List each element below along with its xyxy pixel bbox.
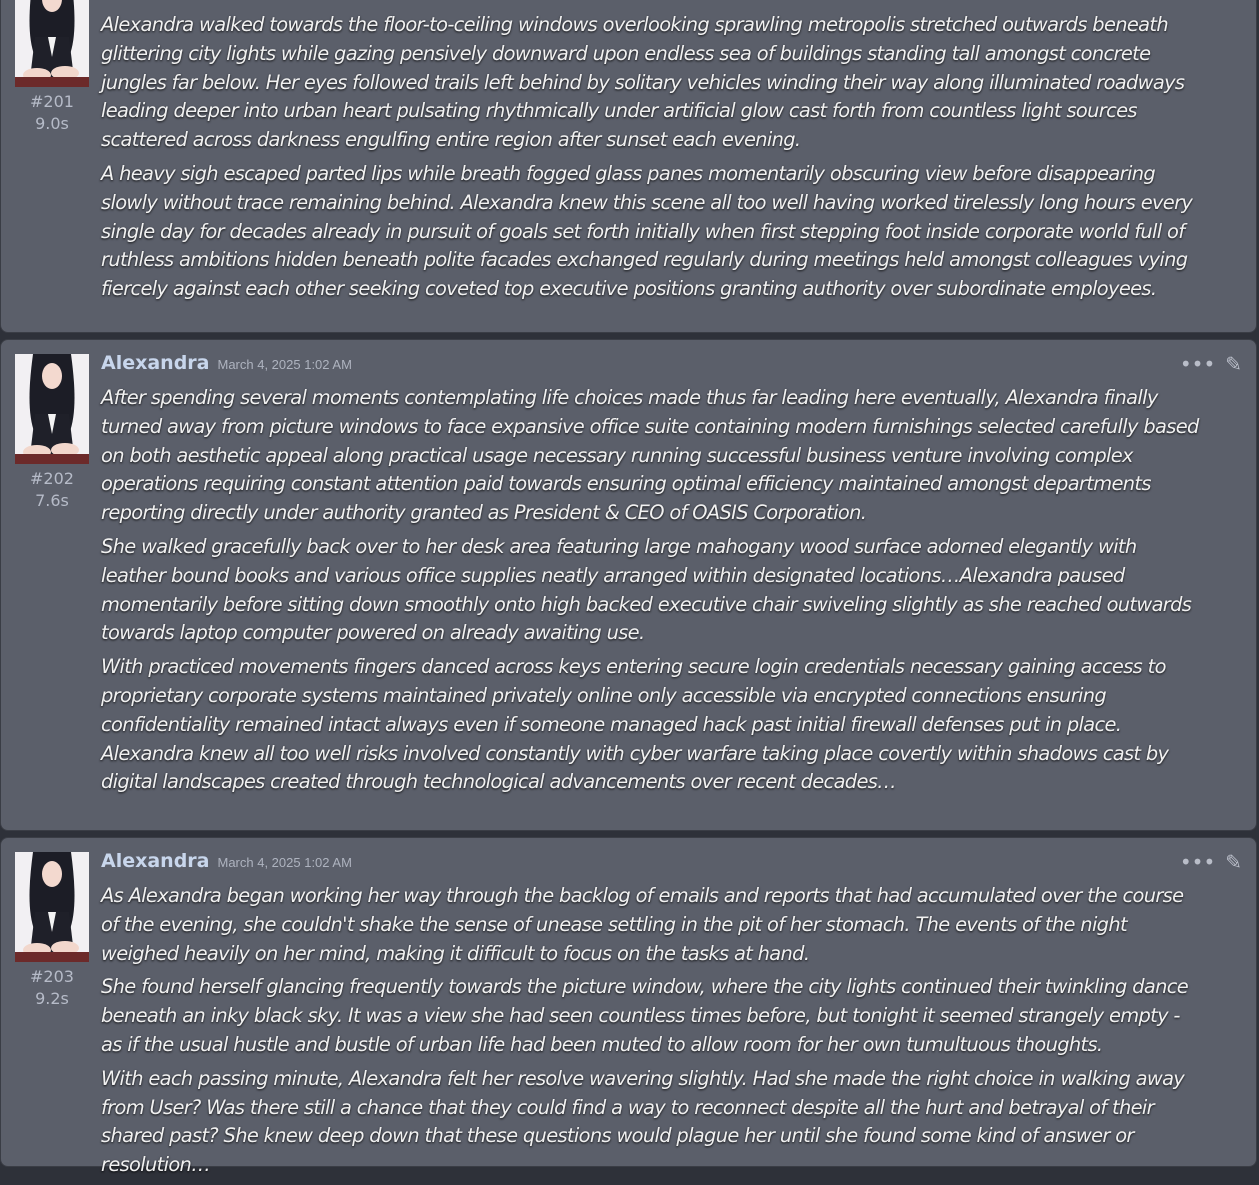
generation-timer: 9.0s [35,114,69,133]
message-id: #202 [30,469,74,488]
avatar[interactable] [15,852,89,962]
message-avatar-column [15,354,89,512]
message-avatar-column [15,852,89,1010]
message-paragraph: As Alexandra began working her way through the backlog of emails and reports that had accumulated over the course of the evening, she couldn't shake the sense of unease settling in the pit of her stomach. The events of the night weighed heavily on her mind, making it difficult to focus on the tasks at hand. [101,884,1184,965]
message-text [101,384,1204,797]
chat-message [0,339,1257,831]
message-paragraph: Alexandra walked towards the floor-to-ceiling windows overlooking sprawling metropolis stretched outwards beneath glittering city lights while gazing pensively downward upon endless sea of buildings standing tall amongst concrete jungles far below. Her eyes followed trails left behind by solitary vehicles winding their way along illuminated roadways leading deeper into urban heart pulsating rhythmically under artificial glow cast forth from countless light sources scattered across darkness engulfing entire region after sunset each evening. [101,13,1185,152]
message-avatar-column [15,0,89,135]
message-id: #203 [30,967,74,986]
message-content [101,11,1204,309]
message-content [101,352,1204,802]
message-paragraph: She walked gracefully back over to her desk area featuring large mahogany wood surface adorned elegantly with leather bound books and various office supplies neatly arranged within designated locations…Alexandra paused momentarily before sitting down smoothly onto high backed executive chair swiveling slightly as she reached outwards towards laptop computer powered on already awaiting use. [101,534,1192,645]
avatar[interactable] [15,354,89,464]
ellipsis-icon[interactable]: ••• [1179,850,1216,874]
message-paragraph: She found herself glancing frequently towards the picture window, where the city lights continued their twinkling dance beneath an inky black sky. It was a view she had seen countless times before, but tonight it seemed strangely empty - as if the usual hustle and bustle of urban life had been muted to allow room for her own tumultuous thoughts. [101,975,1189,1056]
message-timestamp: March 4, 2025 1:02 AM [217,357,352,372]
message-id: #201 [30,92,74,111]
message-content [101,850,1204,1185]
message-header [101,352,1204,380]
generation-timer: 7.6s [35,491,69,510]
pencil-icon[interactable]: ✎ [1225,352,1242,376]
message-paragraph: A heavy sigh escaped parted lips while breath fogged glass panes momentarily obscuring view before disappearing slowly without trace remaining behind. Alexandra knew this scene all too well having worked tirelessly long hours every single day for decades already in pursuit of goals set forth initially when first stepping foot inside corporate world full of ruthless ambitions hidden beneath polite facades exchanged regularly during meetings held amongst colleagues vying fiercely against each other seeking coveted top executive positions granting authority over subordinate employees. [101,161,1193,301]
chat-message [0,837,1257,1177]
message-text [101,882,1204,1180]
character-name: Alexandra [101,850,210,872]
avatar[interactable] [15,0,89,87]
pencil-icon[interactable]: ✎ [1225,850,1242,874]
message-text [101,11,1204,304]
chat-message [0,0,1257,333]
message-header [101,850,1204,878]
message-timestamp: March 4, 2025 1:02 AM [217,855,352,870]
generation-timer: 9.2s [35,989,69,1008]
ellipsis-icon[interactable]: ••• [1179,352,1216,376]
message-paragraph: After spending several moments contemplating life choices made thus far leading here eventually, Alexandra finally turned away from picture windows to face expansive office suite containing modern furnishings selected carefully based on both aesthetic appeal along practical usage necessary running successful business venture involving complex operations requiring constant attention paid towards ensuring optimal efficiency maintained amongst departments reporting directly under authority granted as President & CEO of OASIS Corporation. [101,386,1199,525]
message-paragraph: With practiced movements fingers danced across keys entering secure login credentials necessary gaining access to proprietary corporate systems maintained privately online only accessible via encrypted connections ensuring confidentiality remained intact always even if someone managed hack past initial firewall defenses put in place. Alexandra knew all too well risks involved constantly with cyber warfare taking place covertly within shadows cast by digital landscapes created through technological advancements over recent decades… [101,655,1169,794]
character-name: Alexandra [101,352,210,374]
message-paragraph: With each passing minute, Alexandra felt her resolve wavering slightly. Had she made the right choice in walking away from User? Was there still a chance that they could find a way to reconnect despite all the hurt and betrayal of their shared past? She knew deep down that these questions would plague her until she found some kind of answer or resolution… [101,1066,1185,1177]
